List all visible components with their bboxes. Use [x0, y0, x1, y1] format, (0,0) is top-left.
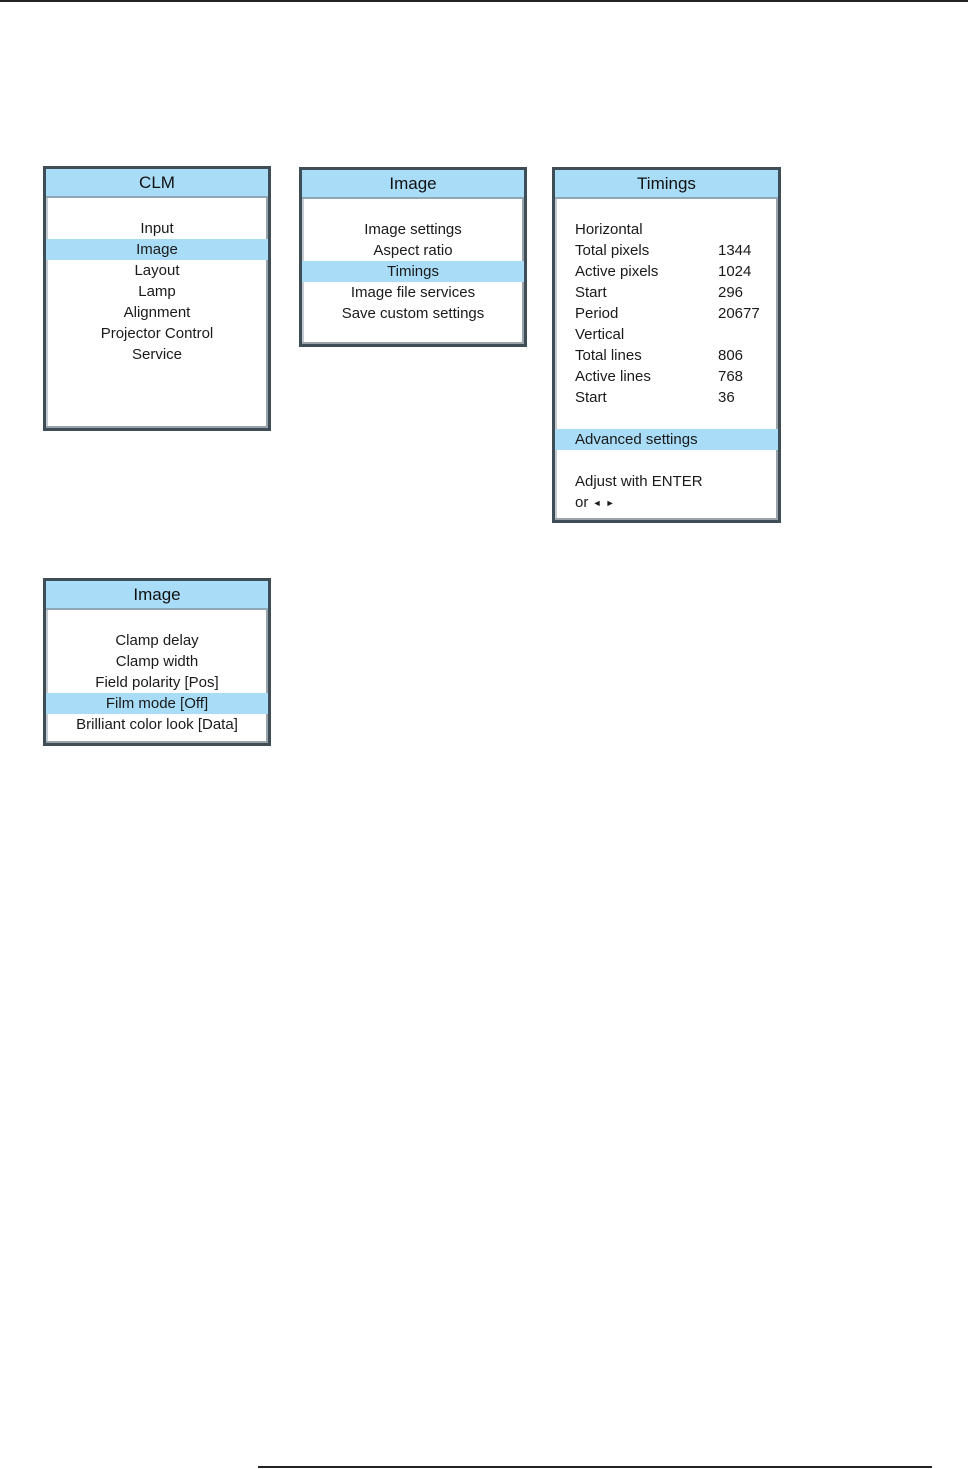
- timing-row-vertical-start[interactable]: [555, 387, 778, 408]
- menu-item-clamp-width[interactable]: Clamp width: [115, 653, 199, 670]
- clm-menu-list: [46, 218, 268, 365]
- menu-item-projector-control[interactable]: Projector Control: [100, 325, 214, 342]
- bottom-rule: [258, 1466, 932, 1468]
- image-advanced-menu-title: Image: [46, 581, 268, 610]
- timing-label: Total pixels: [575, 242, 650, 259]
- left-arrow-icon: ◄: [592, 498, 602, 508]
- timing-value: 296: [718, 284, 744, 301]
- timings-spacer: [555, 450, 778, 471]
- menu-item-alignment[interactable]: Alignment: [123, 304, 191, 321]
- timings-list: [555, 219, 778, 513]
- advanced-settings-label: Advanced settings: [575, 431, 698, 448]
- timing-label: Active lines: [575, 368, 651, 385]
- menu-item-aspect-ratio[interactable]: Aspect ratio: [373, 242, 453, 259]
- menu-item-service[interactable]: Service: [131, 346, 183, 363]
- image-menu-panel: [299, 167, 527, 347]
- menu-item-input[interactable]: Input: [140, 220, 174, 237]
- timings-menu-title: Timings: [555, 170, 778, 199]
- timing-row-active-lines[interactable]: [555, 366, 778, 387]
- menu-item-timings[interactable]: Timings: [302, 261, 524, 282]
- timings-vertical-heading: [555, 324, 778, 345]
- image-menu-list: [302, 219, 524, 324]
- timing-label: Total lines: [575, 347, 642, 364]
- menu-item-film-mode[interactable]: Film mode [Off]: [46, 693, 268, 714]
- heading-label: Horizontal: [575, 221, 643, 238]
- image-menu-title: Image: [302, 170, 524, 199]
- timing-row-horizontal-start[interactable]: [555, 282, 778, 303]
- menu-item-save-custom-settings[interactable]: Save custom settings: [341, 305, 485, 322]
- hint-text: Adjust with ENTER: [575, 473, 703, 490]
- clm-menu-panel: [43, 166, 271, 431]
- image-advanced-menu-panel: [43, 578, 271, 746]
- clm-menu-title: CLM: [46, 169, 268, 198]
- menu-item-lamp[interactable]: Lamp: [138, 283, 176, 300]
- menu-item-clamp-delay[interactable]: Clamp delay: [115, 632, 199, 649]
- timings-horizontal-heading: [555, 219, 778, 240]
- menu-item-brilliant-color-look[interactable]: Brilliant color look [Data]: [76, 716, 238, 733]
- timing-row-period[interactable]: [555, 303, 778, 324]
- timing-value: 806: [718, 347, 744, 364]
- menu-item-image-file-services[interactable]: Image file services: [350, 284, 476, 301]
- hint-line-1: [555, 471, 778, 492]
- timing-label: Start: [575, 284, 607, 301]
- timing-value: 36: [718, 389, 735, 406]
- timing-value: 1024: [718, 263, 752, 280]
- timing-value: 20677: [718, 305, 760, 322]
- timing-label: Start: [575, 389, 607, 406]
- hint-text-line2: [575, 492, 615, 514]
- menu-item-image-settings[interactable]: Image settings: [364, 221, 462, 238]
- timing-label: Period: [575, 305, 619, 322]
- timing-value: 768: [718, 368, 744, 385]
- timing-row-total-pixels[interactable]: [555, 240, 778, 261]
- menu-item-layout[interactable]: Layout: [134, 262, 180, 279]
- timing-value: 1344: [718, 242, 752, 259]
- image-advanced-menu-list: [46, 630, 268, 735]
- timing-label: Active pixels: [575, 263, 659, 280]
- timings-menu-panel: [552, 167, 781, 523]
- top-rule: [0, 0, 968, 2]
- hint-prefix: or: [575, 494, 589, 511]
- timing-row-total-lines[interactable]: [555, 345, 778, 366]
- timing-row-active-pixels[interactable]: [555, 261, 778, 282]
- right-arrow-icon: ►: [605, 498, 615, 508]
- hint-line-2: [555, 492, 778, 513]
- heading-label: Vertical: [575, 326, 625, 343]
- menu-item-advanced-settings[interactable]: [555, 429, 778, 450]
- menu-item-field-polarity[interactable]: Field polarity [Pos]: [95, 674, 219, 691]
- menu-item-image[interactable]: Image: [46, 239, 268, 260]
- timings-spacer: [555, 408, 778, 429]
